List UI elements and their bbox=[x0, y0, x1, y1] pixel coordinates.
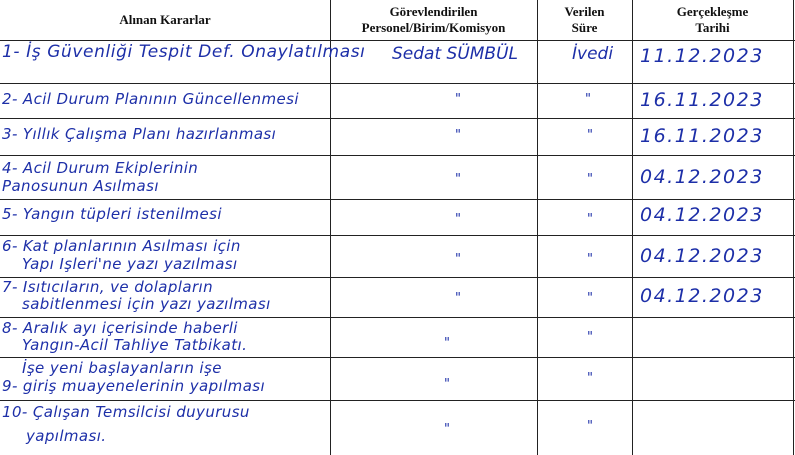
decision-item-1: 1- İş Güvenliği Tespit Def. Onaylatılması bbox=[2, 42, 366, 62]
decision-item-7-line2: sabitlenmesi için yazı yazılması bbox=[22, 295, 271, 313]
realization-date: 16.11.2023 bbox=[640, 125, 764, 147]
header-assigned bbox=[330, 0, 537, 40]
decision-item-6-line2: Yapı Işleri'ne yazı yazılması bbox=[22, 255, 238, 273]
row-divider bbox=[0, 199, 795, 200]
ditto-mark: " bbox=[587, 252, 593, 267]
decision-item-4-line2: Panosunun Asılması bbox=[2, 177, 159, 195]
decision-item-8-line2: Yangın-Acil Tahliye Tatbikatı. bbox=[22, 336, 248, 354]
header-assigned-line1: Görevlendirilen bbox=[389, 4, 478, 19]
header-decisions bbox=[0, 0, 330, 40]
ditto-mark: " bbox=[455, 92, 461, 107]
ditto-mark: " bbox=[444, 336, 450, 351]
row-divider bbox=[0, 83, 795, 84]
ditto-mark: " bbox=[585, 92, 591, 107]
ditto-mark: " bbox=[587, 212, 593, 227]
ditto-mark: " bbox=[455, 252, 461, 267]
realization-date: 04.12.2023 bbox=[640, 204, 764, 226]
header-duration-line2: Süre bbox=[571, 20, 598, 35]
ditto-mark: " bbox=[587, 371, 593, 386]
header-realization bbox=[632, 0, 793, 40]
decision-item-9-line1: İşe yeni başlayanların işe bbox=[22, 359, 222, 377]
decision-item-5: 5- Yangın tüpleri istenilmesi bbox=[2, 205, 222, 223]
column-divider bbox=[537, 0, 538, 455]
ditto-mark: " bbox=[587, 291, 593, 306]
row-divider bbox=[0, 118, 795, 119]
ditto-mark: " bbox=[455, 291, 461, 306]
ditto-mark: " bbox=[455, 212, 461, 227]
decision-item-9-line2: 9- giriş muayenelerinin yapılması bbox=[2, 377, 266, 395]
row-divider bbox=[0, 235, 795, 236]
ditto-mark: " bbox=[444, 422, 450, 437]
column-divider bbox=[793, 0, 794, 455]
realization-date: 16.11.2023 bbox=[640, 89, 764, 111]
header-decisions-label: Alınan Kararlar bbox=[119, 12, 211, 27]
decision-item-6-line1: 6- Kat planlarının Asılması için bbox=[2, 237, 241, 255]
decision-item-3: 3- Yıllık Çalışma Planı hazırlanması bbox=[2, 125, 277, 143]
header-duration bbox=[537, 0, 632, 40]
header-assigned-line2: Personel/Birim/Komisyon bbox=[361, 20, 506, 35]
row-divider bbox=[0, 40, 795, 41]
duration-value: İvedi bbox=[572, 44, 614, 64]
ditto-mark: " bbox=[455, 172, 461, 187]
row-divider bbox=[0, 400, 795, 401]
row-divider bbox=[0, 317, 795, 318]
ditto-mark: " bbox=[587, 172, 593, 187]
decision-item-2: 2- Acil Durum Planının Güncellenmesi bbox=[2, 90, 299, 108]
header-realization-line2: Tarihi bbox=[695, 20, 730, 35]
ditto-mark: " bbox=[587, 128, 593, 143]
decision-item-8-line1: 8- Aralık ayı içerisinde haberli bbox=[2, 319, 238, 337]
decision-item-10-line2: yapılması. bbox=[26, 427, 107, 445]
header-duration-line1: Verilen bbox=[564, 4, 605, 19]
ditto-mark: " bbox=[587, 330, 593, 345]
realization-date: 11.12.2023 bbox=[640, 45, 764, 67]
assigned-person: Sedat SÜMBÜL bbox=[392, 44, 519, 64]
ditto-mark: " bbox=[444, 377, 450, 392]
realization-date: 04.12.2023 bbox=[640, 285, 764, 307]
column-divider bbox=[330, 0, 331, 455]
realization-date: 04.12.2023 bbox=[640, 166, 764, 188]
row-divider bbox=[0, 155, 795, 156]
decision-item-4-line1: 4- Acil Durum Ekiplerinin bbox=[2, 159, 199, 177]
row-divider bbox=[0, 357, 795, 358]
decision-item-10-line1: 10- Çalışan Temsilcisi duyurusu bbox=[2, 403, 250, 421]
ditto-mark: " bbox=[455, 128, 461, 143]
realization-date: 04.12.2023 bbox=[640, 245, 764, 267]
decision-item-7-line1: 7- Isıtıcıların, ve dolapların bbox=[2, 278, 213, 296]
header-realization-line1: Gerçekleşme bbox=[676, 4, 749, 19]
column-divider bbox=[632, 0, 633, 455]
ditto-mark: " bbox=[587, 419, 593, 434]
